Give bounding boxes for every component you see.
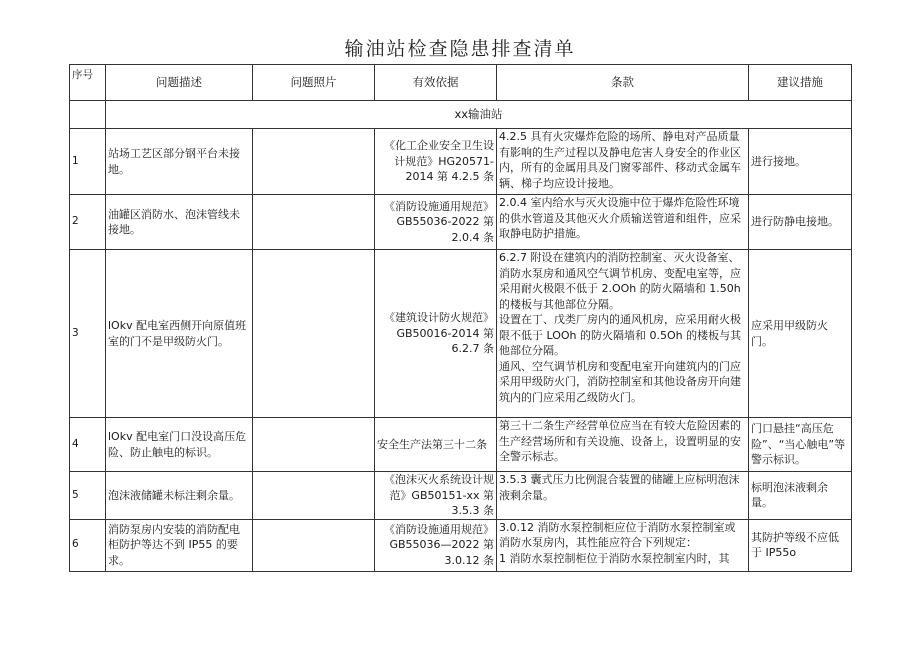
row-desc: 站场工艺区部分钢平台未接地。 xyxy=(106,129,253,195)
clause-paragraph: 通风、空气调节机房和变配电室开向建筑内的门应采用甲级防火门，消防控制室和其他设备房开向建筑内的门应采用乙级防火门。 xyxy=(499,359,741,404)
row-clause: 3.5.3 囊式压力比例混合装置的储罐上应标明泡沫液剩余量。 xyxy=(497,472,749,520)
row-clause xyxy=(497,250,749,418)
row-basis: 《消防设施通用规范》GB55036-2022 第 2.0.4 条 xyxy=(375,195,497,250)
clause-paragraph: 设置在丁、戊类厂房内的通风机房，应采用耐火极限不低于 LOOh 的防火隔墙和 0.5Oh 的楼板与其他部位分隔。 xyxy=(499,313,742,357)
row-basis: 《泡沫灭火系统设计规范》GB50151-xx 第 3.5.3 条 xyxy=(375,472,497,520)
row-num: 1 xyxy=(70,129,106,195)
row-photo xyxy=(253,250,375,418)
table-row xyxy=(70,129,852,195)
document-title: 输油站检查隐患排查清单 xyxy=(344,38,576,60)
clause-paragraph: 6.2.7 附设在建筑内的消防控制室、灭火设备室、消防水泵房和通风空气调节机房、变配电室等，应采用耐火极限不低于 2.OOh 的防火隔墙和 1.50h 的楼板与其他部位分隔。 xyxy=(499,251,741,311)
clause-paragraph: 1 消防水泵控制柜位于消防水泵控制室内时，其 xyxy=(499,551,730,565)
clause-paragraph: 3.0.12 消防水泵控制柜应位于消防水泵控制室或消防水泵房内，其性能应符合下列规定： xyxy=(499,520,736,549)
hazard-checklist-table xyxy=(69,64,852,572)
row-desc: 消防泵房内安装的消防配电柜防护等达不到 IP55 的要求。 xyxy=(106,519,253,571)
row-basis: 安全生产法第三十二条 xyxy=(375,418,497,472)
row-measure: 其防护等级不应低于 IP55o xyxy=(749,519,852,571)
section-spacer xyxy=(70,101,106,129)
row-measure: 门口悬挂“高压危险”、“当心触电”等警示标识。 xyxy=(749,418,852,472)
row-photo xyxy=(253,519,375,571)
table-row xyxy=(70,195,852,250)
section-row xyxy=(70,101,852,129)
header-clause: 条款 xyxy=(497,65,749,101)
row-clause: 4.2.5 具有火灾爆炸危险的场所、静电对产品质量有影响的生产过程以及静电危害人身安全的作业区内，所有的金属用具及门窗零部件、移动式金属车辆、梯子均应设计接地。 xyxy=(497,129,749,195)
row-measure: 进行防静电接地。 xyxy=(749,195,852,250)
row-num: 2 xyxy=(70,195,106,250)
row-num: 6 xyxy=(70,519,106,571)
table-row xyxy=(70,519,852,571)
row-measure: 标明泡沫液剩余量。 xyxy=(749,472,852,520)
header-basis: 有效依据 xyxy=(375,65,497,101)
row-desc: 油罐区消防水、泡沫管线未接地。 xyxy=(106,195,253,250)
table-row xyxy=(70,418,852,472)
section-title: xx输油站 xyxy=(106,101,852,129)
row-basis: 《建筑设计防火规范》GB50016-2014 第 6.2.7 条 xyxy=(375,250,497,418)
row-num: 4 xyxy=(70,418,106,472)
row-desc: lOkv 配电室门口没设高压危险、防止触电的标识。 xyxy=(106,418,253,472)
row-clause: 2.0.4 室内给水与灭火设施中位于爆炸危险性环境的供水管道及其他灭火介质输送管道和组件，应采取静电防护措施。 xyxy=(497,195,749,250)
header-measure: 建议措施 xyxy=(749,65,852,101)
row-clause xyxy=(497,519,749,571)
row-num: 3 xyxy=(70,250,106,418)
row-basis: 《消防设施通用规范》GB55036—2022 第 3.0.12 条 xyxy=(375,519,497,571)
table-row xyxy=(70,472,852,520)
header-seq: 序号 xyxy=(70,65,106,101)
row-photo xyxy=(253,129,375,195)
row-desc: 泡沫液储罐未标注剩余量。 xyxy=(106,472,253,520)
header-photo: 问题照片 xyxy=(253,65,375,101)
row-num: 5 xyxy=(70,472,106,520)
row-photo xyxy=(253,195,375,250)
header-row xyxy=(70,65,852,101)
row-photo xyxy=(253,418,375,472)
row-measure: 应采用甲级防火门。 xyxy=(749,250,852,418)
header-desc: 问题描述 xyxy=(106,65,253,101)
row-measure: 进行接地。 xyxy=(749,129,852,195)
table-row xyxy=(70,250,852,418)
row-basis: 《化工企业安全卫生设计规范》HG20571-2014 第 4.2.5 条 xyxy=(375,129,497,195)
row-clause: 第三十二条生产经营单位应当在有较大危险因素的生产经营场所和有关设施、设备上，设置明显的安全警示标志。 xyxy=(497,418,749,472)
row-desc: lOkv 配电室西侧开向原值班室的门不是甲级防火门。 xyxy=(106,250,253,418)
row-photo xyxy=(253,472,375,520)
